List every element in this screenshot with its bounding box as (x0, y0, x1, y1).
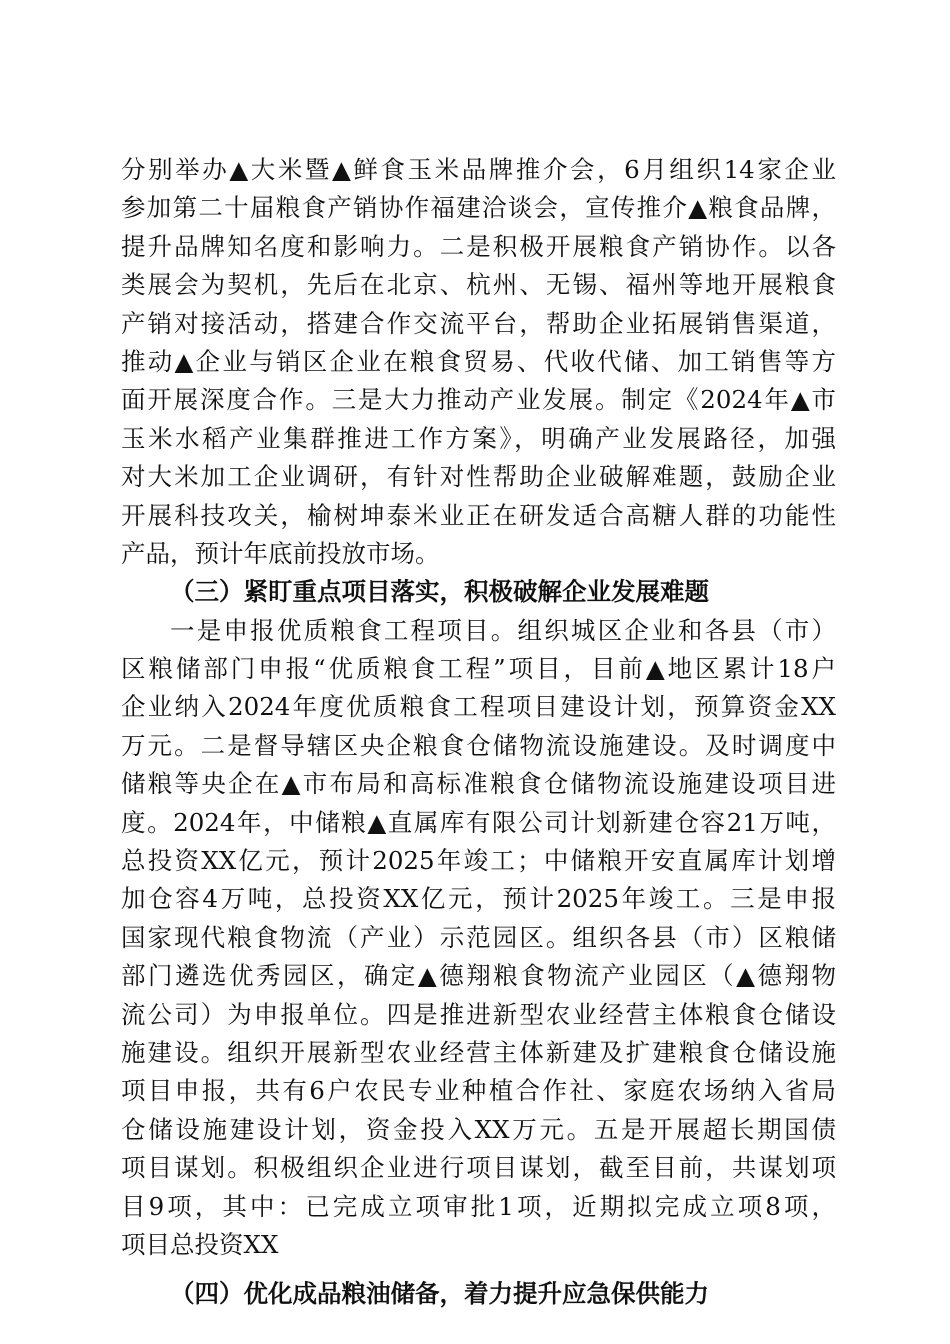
paragraph-key-projects (121, 612, 836, 1265)
text-line: 参加第二十届粮食产销协作福建洽谈会，宣传推介▲粮食品牌， (121, 193, 836, 223)
text-line: 推动▲企业与销区企业在粮食贸易、代收代储、加工销售等方 (121, 346, 836, 376)
text-line: 部门遴选优秀园区，确定▲德翔粮食物流产业园区（▲德翔物 (121, 961, 836, 991)
text-line: 一是申报优质粮食工程项目。组织城区企业和各县（市） (170, 615, 836, 645)
text-line: 度。2024年，中储粮▲直属库有限公司计划新建仓容21万吨， (121, 807, 836, 837)
text-line: 施建设。组织开展新型农业经营主体新建及扩建粮食仓储设施 (121, 1037, 836, 1067)
paragraph-brand-promotion (121, 151, 836, 573)
section-heading-3: （三）紧盯重点项目落实，积极破解企业发展难题 (170, 577, 709, 607)
text-line: 产品，预计年底前投放市场。 (121, 538, 440, 568)
text-line: 类展会为契机，先后在北京、杭州、无锡、福州等地开展粮食 (121, 270, 836, 300)
text-line: 仓储设施建设计划，资金投入XX万元。五是开展超长期国债 (121, 1114, 836, 1144)
text-line: 分别举办▲大米暨▲鲜食玉米品牌推介会，6月组织14家企业 (121, 155, 836, 184)
text-line: 玉米水稻产业集群推进工作方案》，明确产业发展路径，加强 (121, 423, 836, 453)
text-line: 对大米加工企业调研，有针对性帮助企业破解难题，鼓励企业 (121, 462, 836, 492)
text-line: 储粮等央企在▲市布局和高标准粮食仓储物流设施建设项目进 (121, 769, 836, 799)
text-line: 提升品牌知名度和影响力。二是积极开展粮食产销协作。以各 (121, 231, 836, 261)
text-line: 产销对接活动，搭建合作交流平台，帮助企业拓展销售渠道， (121, 308, 836, 338)
text-line: 目9项，其中：已完成立项审批1项，近期拟完成立项8项， (121, 1191, 836, 1221)
text-line: 加仓容4万吨，总投资XX亿元，预计2025年竣工。三是申报 (121, 884, 836, 914)
document-body (121, 151, 836, 1314)
text-line: 总投资XX亿元，预计2025年竣工；中储粮开安直属库计划增 (121, 846, 836, 876)
text-line: 区粮储部门申报“优质粮食工程”项目，目前▲地区累计18户 (121, 654, 836, 684)
paragraph-gap (121, 1264, 836, 1275)
text-line: 开展科技攻关，榆树坤泰米业正在研发适合高糖人群的功能性 (121, 500, 836, 530)
section-heading-4: （四）优化成品粮油储备，着力提升应急保供能力 (170, 1279, 709, 1309)
text-line: 万元。二是督导辖区央企粮食仓储物流设施建设。及时调度中 (121, 730, 836, 760)
text-line: 流公司）为申报单位。四是推进新型农业经营主体粮食仓储设 (121, 999, 836, 1029)
text-line: 面开展深度合作。三是大力推动产业发展。制定《2024年▲市 (121, 385, 836, 415)
text-line: 国家现代粮食物流（产业）示范园区。组织各县（市）区粮储 (121, 922, 836, 952)
text-line: 项目谋划。积极组织企业进行项目谋划，截至目前，共谋划项 (121, 1153, 836, 1183)
text-line: 项目总投资XX (121, 1229, 279, 1259)
text-line: 项目申报，共有6户农民专业种植合作社、家庭农场纳入省局 (121, 1076, 836, 1106)
text-line: 企业纳入2024年度优质粮食工程项目建设计划，预算资金XX (121, 692, 836, 722)
